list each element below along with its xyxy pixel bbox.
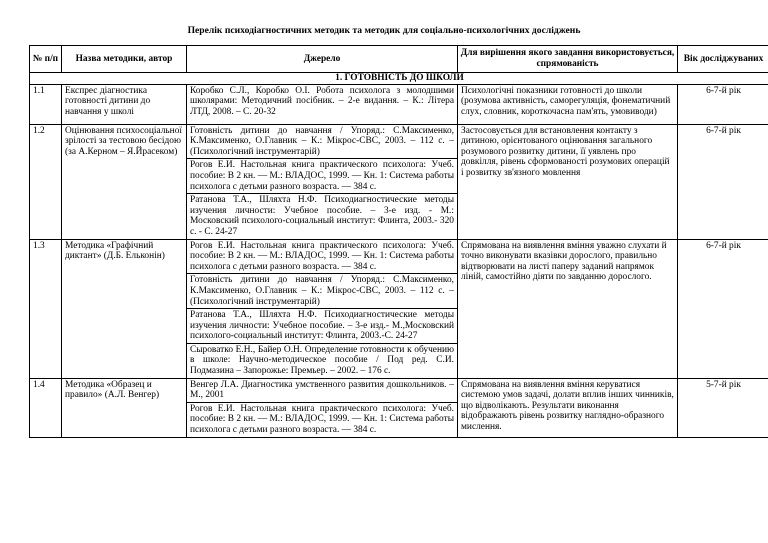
header-name: Назва методики, автор (62, 46, 187, 73)
row-age: 6-7-й рік (678, 124, 768, 239)
header-source: Джерело (187, 46, 458, 73)
header-num: № п/п (30, 46, 62, 73)
row-purpose: Застосовується для встановлення контакту з дитиною, орієнтованого оцінювання загального розумового розвитку дитини, її уявлень про довкілля, рівень сформованості розумових операцій і розвитку зв'язного мовлення (458, 124, 678, 239)
row-name: Експрес діагностика готовності дитини до навчання у школі (62, 84, 187, 124)
table-row (30, 124, 768, 239)
row-num: 1.2 (30, 124, 62, 239)
source-entry: Ратанова Т.А., Шляхта Н.Ф. Психодиагностические методы изучения личности: Учебное пособие. – 3-е изд. - М.: Московский психолого-социальный институт: Флинта, 2003.- 320 с. - С. 24-27 (187, 193, 457, 238)
row-sources (187, 239, 458, 378)
header-purpose: Для вирішення якого завдання використовується, спрямованість (458, 46, 678, 73)
source-entry: Сыроватко Е.Н., Байер О.Н. Определение готовности к обучению в школе: Научно-методическое пособие / Под ред. С.И. Подмазина – Запорожье: Премьер. – 2002. – 176 с. (187, 343, 457, 378)
row-sources (187, 378, 458, 437)
row-sources (187, 124, 458, 239)
table-row (30, 84, 768, 124)
source-entry: Рогов Е.И. Настольная книга практического психолога: Учеб. пособие: В 2 кн. — М.: ВЛАДОС, 1999. — Кн. 1: Система работы психолога с детьми разного возраста. — 384 с. (187, 402, 457, 437)
header-age: Вік досліджуваних (678, 46, 768, 73)
source-entry: Коробко С.Л., Коробко О.І. Робота психолога з молодшими школярами: Методичний посібник. – 2-е видання. – К.: Літера ЛТД, 2008. – С. 20-32 (190, 85, 454, 117)
row-name: Оцінювання психосоціальної зрілості за тестовою бесідою (за А.Керном – Я.Йрасеком) (62, 124, 187, 239)
row-purpose: Психологічні показники готовності до школи (розумова активність, саморегуляція, фонематичний слух, словник, короткочасна пам'ять, умовиводи) (458, 84, 678, 124)
source-entry: Рогов Е.И. Настольная книга практического психолога: Учеб. пособие: В 2 кн. — М.: ВЛАДОС, 1999. — Кн. 1: Система работы психолога с детьми разного возраста. — 384 с. (190, 240, 454, 272)
source-entry: Рогов Е.И. Настольная книга практического психолога: Учеб. пособие: В 2 кн. — М.: ВЛАДОС, 1999. — Кн. 1: Система работы психолога с детьми разного возраста. — 384 с. (187, 158, 457, 193)
row-age: 6-7-й рік (678, 239, 768, 378)
row-num: 1.1 (30, 84, 62, 124)
section-title: 1. ГОТОВНІСТЬ ДО ШКОЛИ (30, 73, 768, 85)
row-age: 6-7-й рік (678, 84, 768, 124)
row-num: 1.3 (30, 239, 62, 378)
header-row (30, 46, 768, 73)
source-entry: Ратанова Т.А., Шляхта Н.Ф. Психодиагностические методы изучения личности: Учебное пособие. – 3-е изд.- М.,Московский психолого-социальный институт: Флинта, 2003.-С. 24-27 (187, 308, 457, 343)
source-entry: Венгер Л.А. Диагностика умственного развития дошкольников. – М., 2001 (190, 379, 454, 401)
row-num: 1.4 (30, 378, 62, 437)
row-age: 5-7-й рік (678, 378, 768, 437)
row-purpose: Спрямована на виявлення вміння уважно слухати й точно виконувати вказівки дорослого, правильно відтворювати на листі паперу заданий напрямок ліній, самостійно діяти по завданню дорослого. (458, 239, 678, 378)
table-row (30, 378, 768, 437)
methods-table (29, 45, 768, 438)
document-title: Перелік психодіагностичних методик та методик для соціально-психологічних досліджень (187, 25, 581, 36)
row-sources (187, 84, 458, 124)
row-name: Методика «Образец и правило» (А.Л. Венгер) (62, 378, 187, 437)
table-row (30, 239, 768, 378)
row-purpose: Спрямована на виявлення вміння керуватися системою умов задачі, долати вплив інших чинників, що відволікають. Результати виконання відображають рівень розвитку наглядно-образного мислення. (458, 378, 678, 437)
source-entry: Готовність дитини до навчання / Упоряд.: С.Максименко, К.Максименко, О.Главник – К.: Мікрос-СВС, 2003. – 112 с. – (Психологічний інструментарій) (187, 273, 457, 308)
source-entry: Готовність дитини до навчання / Упоряд.: С.Максименко, К.Максименко, О.Главник – К.: Мікрос-СВС, 2003. – 112 с. – (Психологічний інструментарій) (190, 125, 454, 157)
row-name: Методика «Графічний диктант» (Д.Б. Ельконін) (62, 239, 187, 378)
section-row (30, 73, 768, 85)
